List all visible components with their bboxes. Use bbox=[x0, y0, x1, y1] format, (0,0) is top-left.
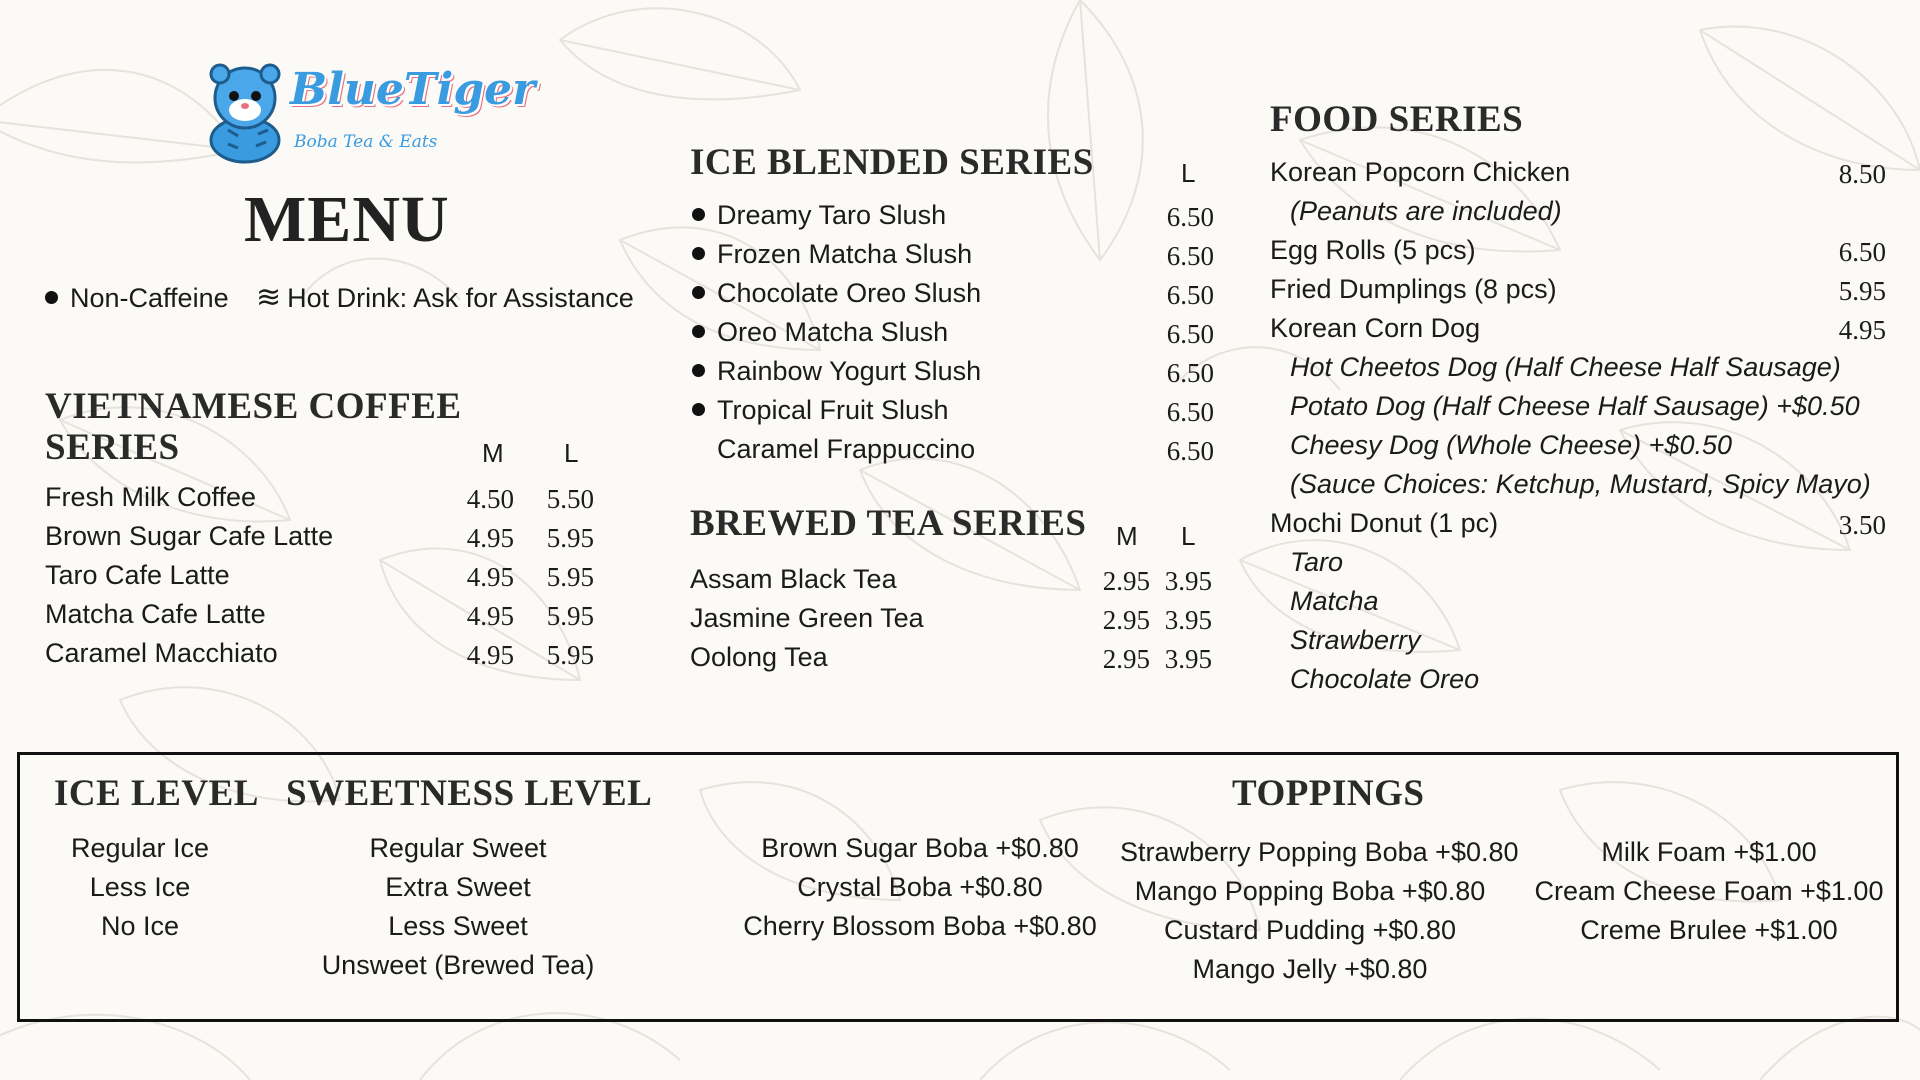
price-m: 2.95 bbox=[1102, 566, 1150, 596]
list-item: Regular Ice bbox=[70, 833, 210, 863]
price-m: 4.95 bbox=[466, 640, 514, 670]
logo-tagline: Boba Tea & Eats bbox=[294, 132, 438, 152]
price-l: 3.95 bbox=[1164, 605, 1212, 635]
food-item-popcorn: Korean Popcorn Chicken bbox=[1270, 157, 1571, 187]
list-item: Strawberry Popping Boba +$0.80 bbox=[1120, 837, 1519, 867]
price-m: 2.95 bbox=[1102, 605, 1150, 635]
ice-blended-title: ICE BLENDED SERIES bbox=[690, 142, 1094, 183]
toppings-col2 bbox=[1120, 833, 1519, 989]
price-l: 6.50 bbox=[1166, 436, 1214, 466]
price-l: 3.95 bbox=[1164, 644, 1212, 674]
list-item: Caramel Frappuccino bbox=[717, 434, 976, 464]
price-l: 5.95 bbox=[546, 562, 594, 592]
list-item: Rainbow Yogurt Slush bbox=[692, 353, 981, 389]
food-item-corn-dog: Korean Corn Dog bbox=[1270, 313, 1481, 343]
list-item: Milk Foam +$1.00 bbox=[1601, 837, 1817, 867]
price-m: 4.95 bbox=[466, 562, 514, 592]
list-item: No Ice bbox=[100, 911, 180, 941]
mochi-flavor: Matcha bbox=[1290, 586, 1379, 616]
legend-hot-drink bbox=[256, 280, 634, 316]
list-item: Jasmine Green Tea bbox=[690, 603, 924, 633]
price: 4.95 bbox=[1838, 315, 1886, 345]
ice-blended-col-l: L bbox=[1181, 158, 1196, 188]
list-item: Mango Jelly +$0.80 bbox=[1192, 954, 1428, 984]
corn-dog-sauce-note: (Sauce Choices: Ketchup, Mustard, Spicy Mayo) bbox=[1290, 469, 1871, 499]
bullet-icon bbox=[692, 286, 705, 299]
bullet-icon bbox=[692, 247, 705, 260]
list-item: Regular Sweet bbox=[369, 833, 547, 863]
vietnamese-title-line2: SERIES bbox=[45, 427, 180, 468]
sweetness-list bbox=[300, 829, 616, 985]
price-l: 6.50 bbox=[1166, 358, 1214, 388]
list-item: Fresh Milk Coffee bbox=[45, 482, 257, 512]
list-item: Dreamy Taro Slush bbox=[692, 197, 946, 233]
corn-dog-option: Cheesy Dog (Whole Cheese) +$0.50 bbox=[1290, 430, 1732, 460]
list-item: Unsweet (Brewed Tea) bbox=[321, 950, 595, 980]
sweetness-title: SWEETNESS LEVEL bbox=[286, 773, 653, 814]
list-item: Brown Sugar Boba +$0.80 bbox=[761, 833, 1079, 863]
ice-level-title: ICE LEVEL bbox=[54, 773, 259, 814]
list-item: Caramel Macchiato bbox=[45, 638, 278, 668]
food-item-dumplings: Fried Dumplings (8 pcs) bbox=[1270, 274, 1557, 304]
price-l: 5.95 bbox=[546, 523, 594, 553]
mochi-flavor: Taro bbox=[1290, 547, 1344, 577]
corn-dog-option: Hot Cheetos Dog (Half Cheese Half Sausage) bbox=[1290, 352, 1841, 382]
price: 6.50 bbox=[1838, 237, 1886, 267]
tiger-mascot-icon bbox=[198, 60, 293, 165]
bullet-icon bbox=[692, 325, 705, 338]
bullet-icon bbox=[45, 291, 58, 304]
legend-non-caffeine bbox=[45, 280, 229, 316]
logo-name: BlueTiger bbox=[290, 64, 536, 115]
price-m: 4.50 bbox=[466, 484, 514, 514]
vietnamese-title-line1: VIETNAMESE COFFEE bbox=[45, 386, 462, 427]
toppings-col3 bbox=[1530, 833, 1888, 950]
price: 5.95 bbox=[1838, 276, 1886, 306]
list-item: Custard Pudding +$0.80 bbox=[1164, 915, 1456, 945]
list-item: Matcha Cafe Latte bbox=[45, 599, 266, 629]
price-l: 6.50 bbox=[1166, 397, 1214, 427]
price-l: 5.95 bbox=[546, 601, 594, 631]
list-item: Chocolate Oreo Slush bbox=[692, 275, 981, 311]
list-item: Oreo Matcha Slush bbox=[692, 314, 948, 350]
brewed-col-l: L bbox=[1181, 521, 1196, 551]
food-title: FOOD SERIES bbox=[1270, 99, 1524, 140]
list-item: Mango Popping Boba +$0.80 bbox=[1134, 876, 1486, 906]
legend-non-caffeine-label: Non-Caffeine bbox=[70, 283, 229, 313]
list-item: Frozen Matcha Slush bbox=[692, 236, 972, 272]
list-item: Tropical Fruit Slush bbox=[692, 392, 949, 428]
price-m: 2.95 bbox=[1102, 644, 1150, 674]
food-item-mochi: Mochi Donut (1 pc) bbox=[1270, 508, 1499, 538]
list-item: Creme Brulee +$1.00 bbox=[1580, 915, 1838, 945]
brewed-col-m: M bbox=[1116, 521, 1138, 551]
price: 8.50 bbox=[1838, 159, 1886, 189]
list-item: Brown Sugar Cafe Latte bbox=[45, 521, 334, 551]
list-item: Less Sweet bbox=[388, 911, 528, 941]
bullet-icon bbox=[692, 403, 705, 416]
ice-level-list bbox=[40, 829, 240, 946]
menu-title: MENU bbox=[244, 183, 450, 256]
legend-hot-drink-label: Hot Drink: Ask for Assistance bbox=[287, 283, 634, 313]
mochi-flavor: Chocolate Oreo bbox=[1290, 664, 1480, 694]
logo bbox=[198, 60, 536, 165]
list-item: Cherry Blossom Boba +$0.80 bbox=[743, 911, 1097, 941]
bullet-icon bbox=[692, 208, 705, 221]
list-item: Crystal Boba +$0.80 bbox=[797, 872, 1043, 902]
list-item: Cream Cheese Foam +$1.00 bbox=[1534, 876, 1884, 906]
price-l: 6.50 bbox=[1166, 319, 1214, 349]
price-m: 4.95 bbox=[466, 523, 514, 553]
price: 3.50 bbox=[1838, 510, 1886, 540]
food-item-egg-rolls: Egg Rolls (5 pcs) bbox=[1270, 235, 1476, 265]
vietnamese-col-l: L bbox=[564, 438, 579, 468]
food-note-peanuts: (Peanuts are included) bbox=[1290, 196, 1562, 226]
brewed-title: BREWED TEA SERIES bbox=[690, 503, 1087, 544]
price-l: 3.95 bbox=[1164, 566, 1212, 596]
list-item: Oolong Tea bbox=[690, 642, 828, 672]
list-item: Extra Sweet bbox=[385, 872, 531, 902]
toppings-title: TOPPINGS bbox=[1232, 773, 1425, 814]
steam-icon: ≋ bbox=[256, 281, 282, 314]
list-item: Taro Cafe Latte bbox=[45, 560, 230, 590]
price-l: 6.50 bbox=[1166, 202, 1214, 232]
price-m: 4.95 bbox=[466, 601, 514, 631]
bullet-icon bbox=[692, 364, 705, 377]
price-l: 5.50 bbox=[546, 484, 594, 514]
price-l: 5.95 bbox=[546, 640, 594, 670]
vietnamese-col-m: M bbox=[482, 438, 504, 468]
list-item: Less Ice bbox=[89, 872, 191, 902]
list-item: Assam Black Tea bbox=[690, 564, 897, 594]
price-l: 6.50 bbox=[1166, 280, 1214, 310]
toppings-col1 bbox=[740, 829, 1100, 946]
price-l: 6.50 bbox=[1166, 241, 1214, 271]
mochi-flavor: Strawberry bbox=[1290, 625, 1421, 655]
corn-dog-option: Potato Dog (Half Cheese Half Sausage) +$0.50 bbox=[1290, 391, 1860, 421]
